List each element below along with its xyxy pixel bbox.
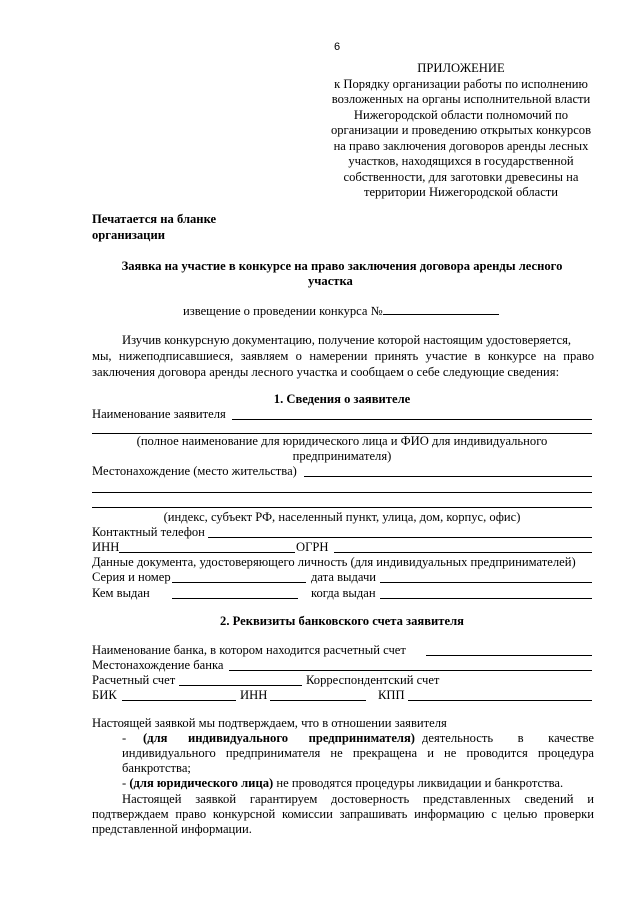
- notice-number-field[interactable]: [383, 302, 499, 315]
- ogrn-label: ОГРН: [296, 540, 329, 554]
- bank-name-field[interactable]: [426, 655, 592, 656]
- appendix-title: ПРИЛОЖЕНИЕ: [417, 61, 505, 75]
- appendix-line: к Порядку организации работы по исполнению: [334, 76, 588, 91]
- bik-label: БИК: [92, 688, 117, 702]
- applicant-name-hint-line1: (полное наименование для юридического лица и ФИО для индивидуального: [136, 434, 548, 448]
- guarantee-line2: подтверждаем право конкурсной комиссии запрашивать информацию с целью проверки: [92, 807, 594, 821]
- bank-location-field[interactable]: [229, 670, 592, 671]
- appendix-line: собственности, для заготовки древесины на: [343, 169, 579, 184]
- inn-field[interactable]: [119, 552, 295, 553]
- page-number: 6: [334, 41, 341, 53]
- item2-line: - (для юридического лица) не проводятся процедуры ликвидации и банкротства.: [122, 776, 564, 790]
- account-field[interactable]: [179, 685, 302, 686]
- kpp-label: КПП: [378, 688, 405, 702]
- issued-when-field[interactable]: [380, 598, 592, 599]
- ogrn-field[interactable]: [334, 552, 592, 553]
- intro-line3: заключения договора аренды лесного участка и сообщаем о себе следующие сведения:: [92, 365, 560, 379]
- intro-line2: мы, нижеподписавшиеся, заявляем о намерении принять участие в конкурсе на право: [92, 349, 594, 363]
- appendix-line: на право заключения договоров аренды лесных: [333, 138, 589, 153]
- location-field-2[interactable]: [92, 492, 592, 493]
- inn-label: ИНН: [92, 540, 120, 554]
- appendix-block: [296, 61, 626, 201]
- section1-title: 1. Сведения о заявителе: [273, 392, 411, 406]
- application-title-line2: участка: [308, 274, 353, 288]
- blank-note-line1: Печатается на бланке: [92, 212, 217, 226]
- series-label: Серия и номер: [92, 570, 171, 584]
- issue-date-label: дата выдачи: [311, 570, 377, 584]
- intro-line1: Изучив конкурсную документацию, получение которой настоящим удостоверяется,: [122, 333, 572, 347]
- bik-field[interactable]: [122, 700, 236, 701]
- appendix-line: Нижегородской области полномочий по: [353, 107, 569, 122]
- location-label: Местонахождение (место жительства): [92, 464, 297, 478]
- bank-inn-label: ИНН: [240, 688, 268, 702]
- item1-rest-line1: деятельность в качестве: [422, 731, 594, 745]
- issue-date-field[interactable]: [380, 582, 592, 583]
- item1-rest-line3: банкротства;: [122, 761, 191, 775]
- account-label: Расчетный счет: [92, 673, 176, 687]
- bank-name-label: Наименование банка, в котором находится расчетный счет: [92, 643, 406, 657]
- item1-bold: (для индивидуального предпринимателя): [143, 731, 415, 745]
- location-field[interactable]: [304, 476, 592, 477]
- appendix-line: участков, находящихся в государственной: [348, 154, 574, 168]
- item2-bold: (для юридического лица): [129, 776, 274, 790]
- appendix-line: территории Нижегородской области: [363, 185, 559, 199]
- guarantee-line3: представленной информации.: [92, 822, 252, 836]
- section2-title: 2. Реквизиты банковского счета заявителя: [220, 614, 464, 628]
- item1-rest-line2: индивидуального предпринимателя не прекращена и не проводится процедура: [122, 746, 594, 760]
- series-field[interactable]: [172, 582, 306, 583]
- notice-line: [183, 302, 499, 319]
- confirmation-intro: Настоящей заявкой мы подтверждаем, что в отношении заявителя: [92, 716, 447, 730]
- application-title-line1: Заявка на участие в конкурсе на право заключения договора аренды лесного: [121, 259, 563, 273]
- issued-when-label: когда выдан: [311, 586, 376, 600]
- kpp-field[interactable]: [408, 700, 592, 701]
- guarantee-line1: Настоящей заявкой гарантируем достоверность представленных сведений и: [122, 792, 594, 806]
- phone-label: Контактный телефон: [92, 525, 205, 539]
- appendix-line: организации и проведению открытых конкурсов: [330, 123, 592, 137]
- applicant-name-label: Наименование заявителя: [92, 407, 226, 421]
- issued-by-label: Кем выдан: [92, 586, 150, 600]
- location-hint: (индекс, субъект РФ, населенный пункт, улица, дом, корпус, офис): [163, 510, 521, 524]
- location-field-3[interactable]: [92, 507, 592, 508]
- blank-note-line2: организации: [92, 228, 165, 242]
- bank-location-label: Местонахождение банка: [92, 658, 224, 672]
- phone-field[interactable]: [208, 537, 592, 538]
- appendix-line: возложенных на органы исполнительной власти: [331, 92, 591, 106]
- applicant-name-field[interactable]: [232, 419, 592, 420]
- item2-rest: не проводятся процедуры ликвидации и банкротства.: [276, 776, 564, 790]
- applicant-name-hint-line2: предпринимателя): [292, 449, 392, 463]
- bank-inn-field[interactable]: [270, 700, 366, 701]
- id-doc-label: Данные документа, удостоверяющего личность (для индивидуальных предпринимателей): [92, 555, 576, 569]
- issued-by-field[interactable]: [172, 598, 298, 599]
- notice-label: извещение о проведении конкурса №: [183, 304, 383, 318]
- corr-account-label: Корреспондентский счет: [306, 673, 440, 687]
- item1-bullet: -: [122, 731, 127, 745]
